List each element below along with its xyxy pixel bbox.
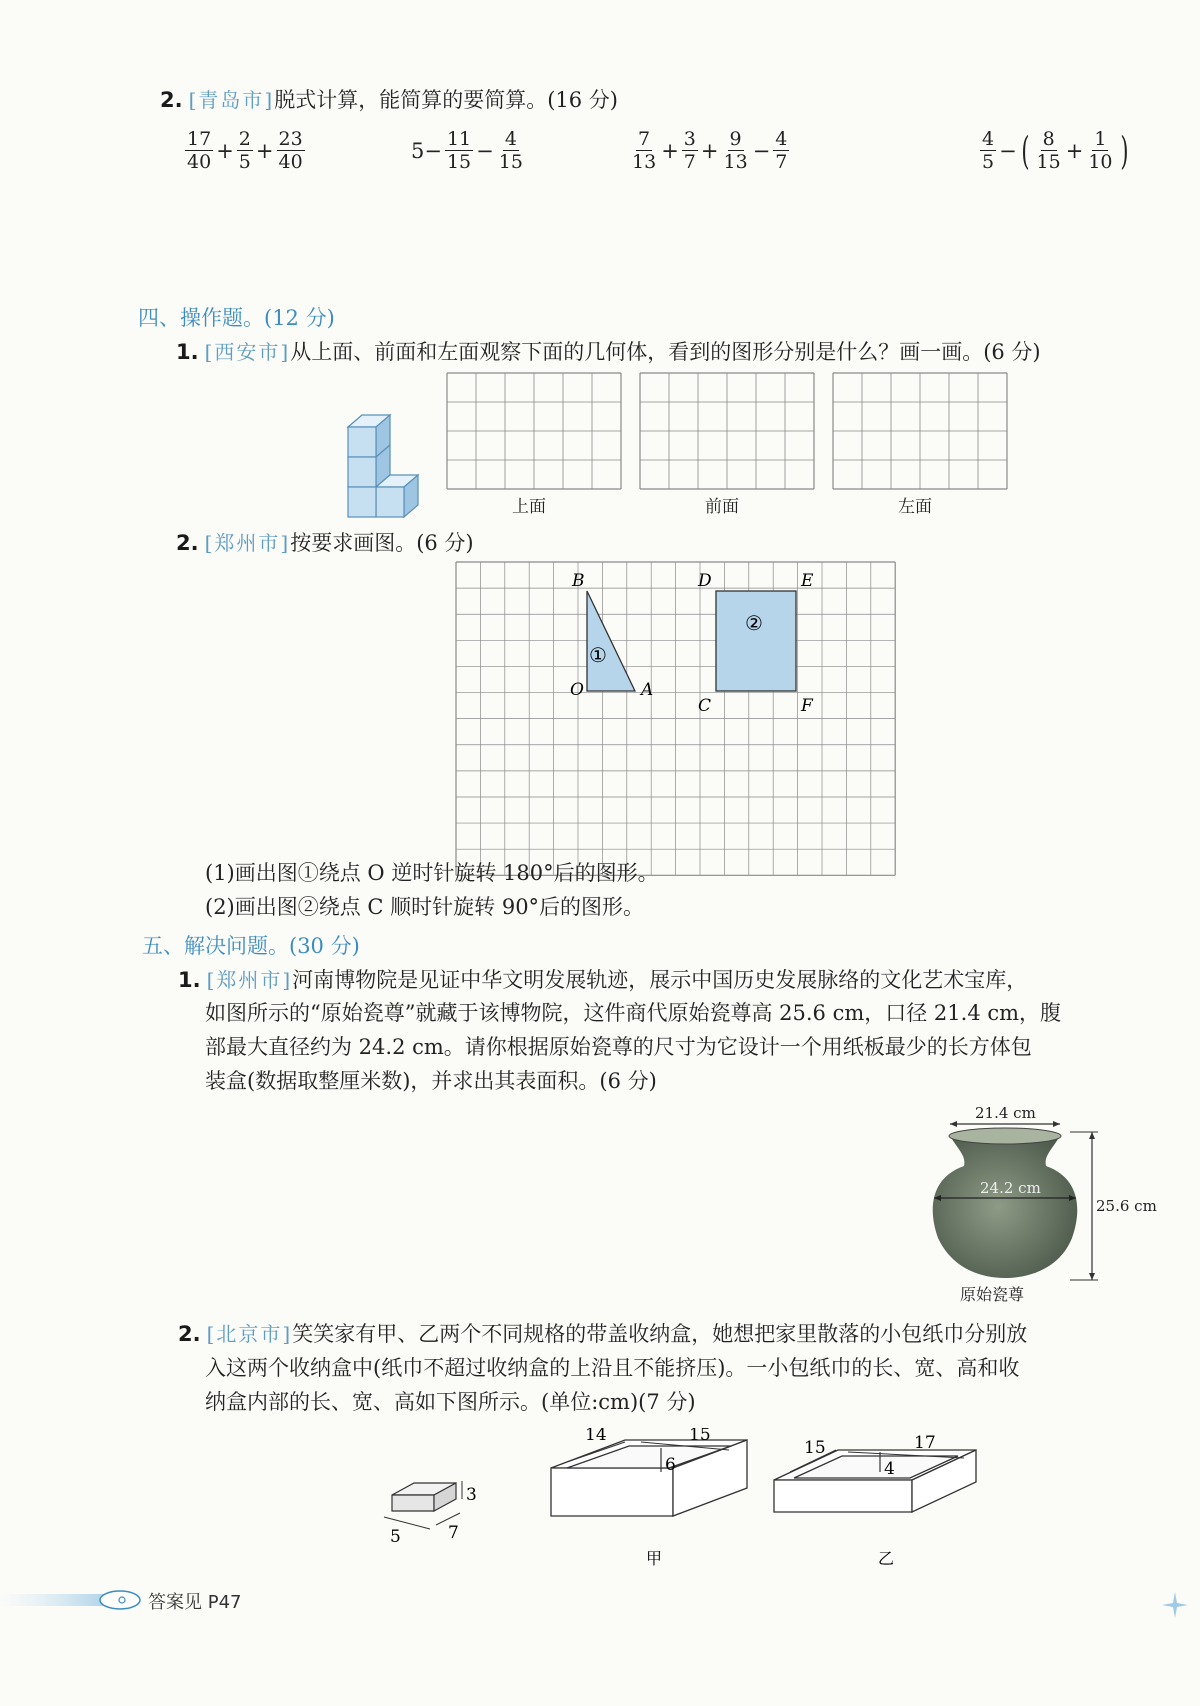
question-text-line: 笑笑家有甲、乙两个不同规格的带盖收纳盒，她想把家里散落的小包纸巾分别放 <box>292 1322 1028 1346</box>
subquestion-1: (1)画出图①绕点 O 逆时针旋转 180°后的图形。 <box>205 861 659 885</box>
footer-bar <box>0 1586 290 1614</box>
box-yi-dim-a: 15 <box>804 1438 826 1458</box>
question-number: 1. <box>176 340 199 364</box>
dimension-top-label: 21.4 cm <box>975 1104 1036 1122</box>
grid-top-view <box>446 372 622 490</box>
sparkle-icon <box>1160 1590 1190 1620</box>
point-label-d: D <box>698 571 712 591</box>
question-number: 2. <box>160 88 183 112</box>
label-left-view: 左面 <box>898 497 932 517</box>
vase-body <box>933 1136 1078 1278</box>
answer-reference: 答案见 P47 <box>148 1592 242 1613</box>
expression-1: $\frac{17}{40}$ + $\frac{2}{5}$ + $\frac{23}{40}$ <box>187 128 303 173</box>
rotation-grid-lines <box>456 562 895 875</box>
box-yi-figure <box>768 1428 986 1568</box>
question-number: 1. <box>178 968 201 992</box>
point-label-f: F <box>801 696 813 716</box>
question-text: 从上面、前面和左面观察下面的几何体，看到的图形分别是什么？画一画。(6 分) <box>290 340 1041 364</box>
region-tag: [北京市] <box>206 1322 293 1346</box>
question-number: 2. <box>176 531 199 555</box>
box-jia-label: 甲 <box>646 1549 663 1568</box>
tissue-width-label: 5 <box>390 1527 401 1545</box>
tissue-pack-figure <box>380 1465 500 1545</box>
label-top-view: 上面 <box>512 497 546 517</box>
box-yi-label: 乙 <box>878 1549 895 1568</box>
expression-4: $\frac{4}{5}$ − ( $\frac{8}{15}$ + $\frac{1}{10}$ ) <box>982 128 1129 173</box>
dimension-mid-label: 24.2 cm <box>980 1179 1041 1197</box>
vase-figure <box>920 1100 1170 1310</box>
question-text-line: 纳盒内部的长、宽、高如下图所示。(单位:cm)(7 分) <box>205 1390 696 1414</box>
question-4-2-header <box>176 527 474 560</box>
tissue-length-label: 7 <box>448 1523 459 1543</box>
rocket-icon <box>0 1586 150 1614</box>
subquestion-2: (2)画出图②绕点 C 顺时针旋转 90°后的图形。 <box>205 895 645 919</box>
question-5-1-header <box>178 964 1027 997</box>
triangle-shape-1 <box>587 591 635 691</box>
box-yi-dim-h: 4 <box>884 1459 895 1479</box>
box-yi-dim-b: 17 <box>914 1433 936 1453</box>
dimension-height-label: 25.6 cm <box>1096 1197 1157 1215</box>
question-text: 按要求画图。(6 分) <box>290 531 474 555</box>
vase-caption: 原始瓷尊 <box>960 1285 1025 1304</box>
question-text-line: 部最大直径约为 24.2 cm。请你根据原始瓷尊的尺寸为它设计一个用纸板最少的长方体包 <box>205 1035 1032 1059</box>
label-front-view: 前面 <box>705 497 739 517</box>
grid-left-view <box>832 372 1008 490</box>
question-3-2-header <box>160 84 618 117</box>
question-text-line: 河南博物院是见证中华文明发展轨迹，展示中国历史发展脉络的文化艺术宝库， <box>292 968 1028 992</box>
tissue-height-label: 3 <box>466 1485 477 1505</box>
expression-2: 5− $\frac{11}{15}$ − $\frac{4}{15}$ <box>411 128 523 173</box>
rotation-grid <box>455 561 905 881</box>
rectangle-shape-2 <box>716 591 796 691</box>
point-label-b: B <box>572 571 585 591</box>
shape-label-1: ① <box>589 643 607 667</box>
region-tag: [郑州市] <box>204 531 291 555</box>
shape-label-2: ② <box>745 611 763 635</box>
grid-front-view <box>639 372 815 490</box>
question-4-1-header <box>176 336 1041 369</box>
region-tag: [郑州市] <box>206 968 293 992</box>
point-label-o: O <box>570 680 584 700</box>
region-tag: [西安市] <box>204 340 291 364</box>
section-4-title: 四、操作题。(12 分) <box>138 306 335 330</box>
box-jia-figure <box>545 1428 755 1568</box>
box-jia-dim-h: 6 <box>665 1455 676 1475</box>
box-jia-dim-a: 14 <box>585 1428 607 1445</box>
cube-stack-figure <box>340 405 440 520</box>
point-label-e: E <box>801 571 814 591</box>
question-text-line: 装盒(数据取整厘米数)，并求出其表面积。(6 分) <box>205 1069 657 1093</box>
point-label-c: C <box>698 696 712 716</box>
question-5-2-header <box>178 1318 1027 1351</box>
section-5-title: 五、解决问题。(30 分) <box>142 934 360 958</box>
expression-3: $\frac{7}{13}$ + $\frac{3}{7}$ + $\frac{9}{13}$ − $\frac{4}{7}$ <box>632 128 788 173</box>
question-number: 2. <box>178 1322 201 1346</box>
box-jia-dim-b: 15 <box>689 1428 711 1445</box>
question-text-line: 入这两个收纳盒中(纸巾不超过收纳盒的上沿且不能挤压)。一小包纸巾的长、宽、高和收 <box>205 1356 1020 1380</box>
region-tag: [青岛市] <box>188 88 275 112</box>
question-text: 脱式计算，能简算的要简算。(16 分) <box>274 88 618 112</box>
point-label-a: A <box>641 680 654 700</box>
question-text-line: 如图所示的“原始瓷尊”就藏于该博物院，这件商代原始瓷尊高 25.6 cm，口径 21.4 cm，腹 <box>205 1001 1062 1025</box>
